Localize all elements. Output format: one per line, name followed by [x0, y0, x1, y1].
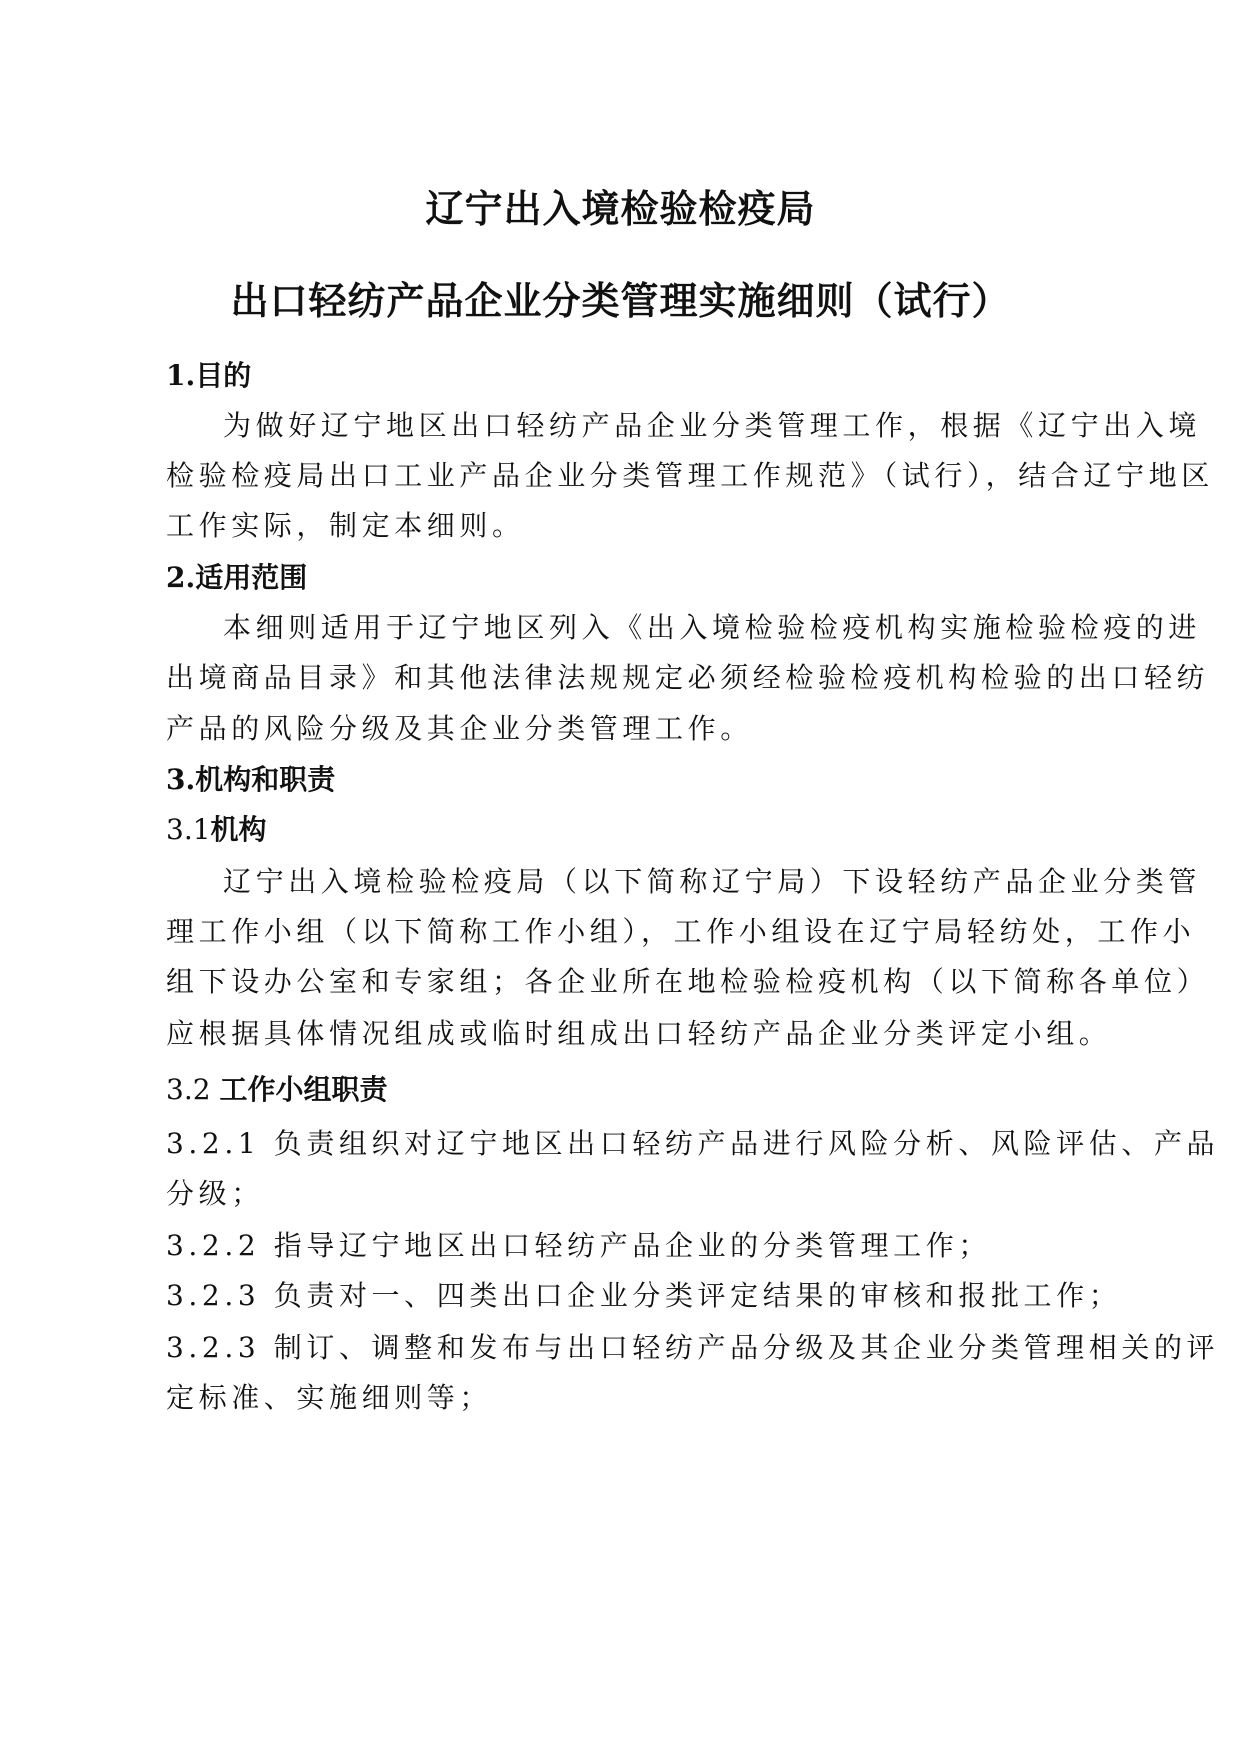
subsection-3-1-paragraph-line: 辽宁出入境检验检疫局（以下简称辽宁局）下设轻纺产品企业分类管 [223, 865, 1202, 898]
duty-item-line: 分级； [166, 1177, 264, 1210]
section-1-heading: 1.目的 [166, 359, 252, 392]
section-1-paragraph-line: 检验检疫局出口工业产品企业分类管理工作规范》（试行），结合辽宁地区 [166, 459, 1214, 492]
subsection-number: 3.2 [166, 1073, 211, 1106]
subsection-3-1-paragraph-line: 应根据具体情况组成或临时组成出口轻纺产品企业分类评定小组。 [166, 1017, 1112, 1050]
section-2-heading: 2.适用范围 [166, 561, 308, 594]
subsection-label: 机构 [210, 813, 267, 846]
section-2-paragraph-line: 本细则适用于辽宁地区列入《出入境检验检疫机构实施检验检疫的进 [223, 611, 1202, 644]
section-2-paragraph-line: 产品的风险分级及其企业分类管理工作。 [166, 712, 753, 745]
document-title-line-2: 出口轻纺产品企业分类管理实施细则（试行） [230, 278, 1011, 323]
subsection-3-2-heading [166, 1072, 387, 1108]
duty-item-line: 3.2.3 制订、调整和发布与出口轻纺产品分级及其企业分类管理相关的评 [166, 1331, 1220, 1364]
duty-item-line: 定标准、实施细则等； [166, 1381, 493, 1414]
subsection-3-1-paragraph-line: 组下设办公室和专家组；各企业所在地检验检疫机构（以下简称各单位） [166, 965, 1210, 998]
section-3-heading: 3.机构和职责 [166, 763, 336, 796]
subsection-number: 3.1 [166, 813, 211, 846]
duty-item-line: 3.2.1 负责组织对辽宁地区出口轻纺产品进行风险分析、风险评估、产品 [166, 1127, 1220, 1160]
duty-item-line: 3.2.3 负责对一、四类出口企业分类评定结果的审核和报批工作； [166, 1279, 1122, 1312]
subsection-3-1-paragraph-line: 理工作小组（以下简称工作小组），工作小组设在辽宁局轻纺处，工作小 [166, 915, 1196, 948]
subsection-label: 工作小组职责 [219, 1073, 388, 1106]
section-1-paragraph-line: 工作实际，制定本细则。 [166, 509, 525, 542]
section-2-paragraph-line: 出境商品目录》和其他法律法规规定必须经检验检疫机构检验的出口轻纺 [166, 661, 1210, 694]
duty-item-line: 3.2.2 指导辽宁地区出口轻纺产品企业的分类管理工作； [166, 1229, 991, 1262]
subsection-3-1-heading [166, 812, 267, 848]
document-title-line-1: 辽宁出入境检验检疫局 [425, 186, 816, 231]
section-1-paragraph-line: 为做好辽宁地区出口轻纺产品企业分类管理工作，根据《辽宁出入境 [223, 409, 1202, 442]
